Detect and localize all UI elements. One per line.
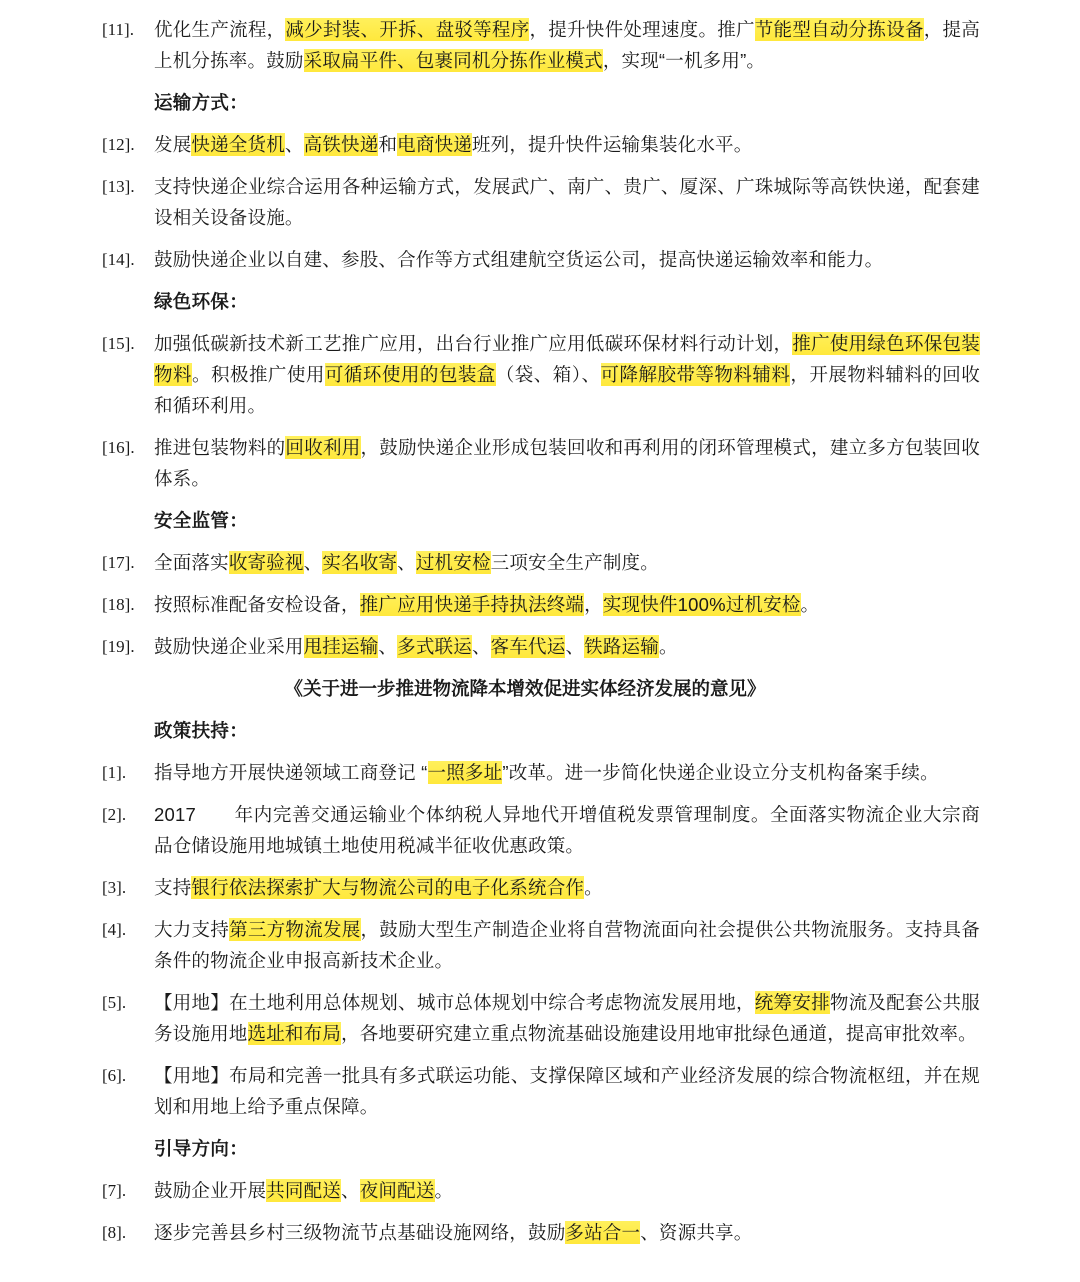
- plain-text: 全面落实: [154, 552, 229, 573]
- plain-text: ，鼓励大型生产制造企业将自营物流面向社会提供公共物流服务。支持具备条件的物流企业申报高新技术企业。: [154, 919, 980, 971]
- highlighted-text: 推广使用绿色环保包装物料: [154, 333, 980, 385]
- section-heading-row: [100, 1133, 980, 1164]
- plain-text: 支持: [154, 877, 192, 898]
- plain-text: 、: [284, 134, 304, 155]
- plain-text: 、: [471, 636, 491, 657]
- plain-text: 、: [303, 552, 323, 573]
- highlighted-text: 节能型自动分拣设备: [754, 19, 924, 40]
- list-item-marker: [7].: [102, 1181, 127, 1200]
- heading-indent: [100, 286, 154, 317]
- list-item-text: [154, 914, 980, 976]
- plain-text: ”改革。进一步简化快递企业设立分支机构备案手续。: [502, 762, 939, 783]
- highlighted-text: 回收利用: [285, 437, 361, 458]
- section-heading-row: [100, 286, 980, 317]
- highlighted-text: 可循环使用的包装盒: [324, 364, 496, 385]
- highlighted-text: 夜间配送: [359, 1180, 435, 1201]
- list-item-text: [154, 129, 980, 160]
- plain-text: 【用地】布局和完善一批具有多式联运功能、支撑保障区域和产业经济发展的综合物流枢纽，并在规划和用地上给予重点保障。: [154, 1065, 980, 1117]
- list-item-text: [154, 328, 980, 421]
- highlighted-text: 铁路运输: [584, 636, 659, 657]
- heading-indent: [100, 1133, 154, 1164]
- list-item: [100, 987, 980, 1049]
- list-item-text: [154, 757, 980, 788]
- plain-text: 。: [658, 636, 678, 657]
- section-heading: 运输方式：: [154, 92, 249, 113]
- section-heading-row: [100, 505, 980, 536]
- list-item-text: [154, 1217, 980, 1248]
- section-heading: 安全监管：: [154, 510, 249, 531]
- highlighted-text: 共同配送: [266, 1180, 342, 1201]
- heading-indent: [100, 87, 154, 118]
- plain-text: 和: [378, 134, 398, 155]
- list-item-marker: [4].: [102, 920, 127, 939]
- highlighted-text: 过机安检: [415, 552, 491, 573]
- plain-text: 加强低碳新技术新工艺推广应用，出台行业推广应用低碳环保材料行动计划，: [154, 333, 793, 354]
- highlighted-text: 电商快递: [397, 134, 472, 155]
- highlighted-text: 快递全货机: [191, 134, 285, 155]
- list-item: [100, 872, 980, 903]
- list-item-text: [154, 589, 980, 620]
- plain-text: 按照标准配备安检设备，: [154, 594, 360, 615]
- highlighted-text: 推广应用快递手持执法终端: [359, 594, 585, 615]
- list-item: [100, 129, 980, 160]
- highlighted-text: 一照多址: [427, 762, 503, 783]
- highlighted-text: 选址和布局: [247, 1023, 342, 1044]
- list-item-text: [154, 631, 980, 662]
- list-item-text: [154, 547, 980, 578]
- highlighted-text: 减少封装、开拆、盘驳等程序: [285, 19, 530, 40]
- plain-text: 。积极推广使用: [191, 364, 325, 385]
- highlighted-text: 实名收寄: [322, 552, 398, 573]
- list-item-marker: [2].: [102, 805, 127, 824]
- list-item-marker: [6].: [102, 1066, 127, 1085]
- highlighted-text: 多站合一: [565, 1222, 641, 1243]
- plain-text: 发展: [154, 134, 192, 155]
- plain-text: ，鼓励快递企业形成包装回收和再利用的闭环管理模式，建立多方包装回收体系。: [154, 437, 980, 489]
- plain-text: 【用地】在土地利用总体规划、城市总体规划中综合考虑物流发展用地，: [154, 992, 755, 1013]
- highlighted-text: 第三方物流发展: [229, 919, 361, 940]
- plain-text: 指导地方开展快递领域工商登记 “: [154, 762, 428, 783]
- section-heading: 引导方向：: [154, 1138, 249, 1159]
- highlighted-text: 统筹安排: [754, 992, 830, 1013]
- plain-text: 。: [434, 1180, 454, 1201]
- list-item-marker: [14].: [102, 250, 135, 269]
- list-item-marker: [5].: [102, 993, 127, 1012]
- plain-text: ，实现“一机多用”。: [602, 50, 766, 71]
- list-item: [100, 14, 980, 76]
- highlighted-text: 采取扁平件、包裹同机分拣作业模式: [303, 50, 603, 71]
- plain-text: 、: [341, 1180, 360, 1201]
- list-item: [100, 757, 980, 788]
- highlighted-text: 多式联运: [397, 636, 472, 657]
- plain-text: 。: [584, 877, 603, 898]
- list-item-text: [154, 799, 980, 861]
- plain-text: 推进包装物料的: [154, 437, 286, 458]
- list-item-marker: [1].: [102, 763, 127, 782]
- highlighted-text: 银行依法探索扩大与物流公司的电子化系统合作: [191, 877, 585, 898]
- list-item: [100, 171, 980, 233]
- list-item-text: [154, 1060, 980, 1122]
- plain-text: 优化生产流程，: [154, 19, 286, 40]
- plain-text: 大力支持: [154, 919, 230, 940]
- list-item: [100, 914, 980, 976]
- list-item-marker: [18].: [102, 595, 135, 614]
- plain-text: 、: [378, 636, 398, 657]
- section-heading-row: [100, 715, 980, 746]
- highlighted-text: 可降解胶带等物料辅料: [600, 364, 791, 385]
- list-item: [100, 547, 980, 578]
- plain-text: 三项安全生产制度。: [490, 552, 659, 573]
- list-item-marker: [15].: [102, 334, 135, 353]
- plain-text: 鼓励企业开展: [154, 1180, 267, 1201]
- section-heading: 绿色环保：: [154, 291, 249, 312]
- list-item-text: [154, 244, 980, 275]
- list-item-marker: [17].: [102, 553, 135, 572]
- highlighted-text: 甩挂运输: [303, 636, 379, 657]
- plain-text: 物流及配套公共服务设施用地: [154, 992, 980, 1044]
- plain-text: 鼓励快递企业以自建、参股、合作等方式组建航空货运公司，提高快递运输效率和能力。: [154, 249, 884, 270]
- plain-text: 支持快递企业综合运用各种运输方式，发展武广、南广、贵广、厦深、广珠城际等高铁快递，配套建设相关设备设施。: [154, 176, 980, 228]
- list-item-text: [154, 872, 980, 903]
- list-item-marker: [3].: [102, 878, 127, 897]
- plain-text: （袋、箱）、: [495, 364, 601, 385]
- list-item-text: [154, 1175, 980, 1206]
- highlighted-text: 收寄验视: [228, 552, 304, 573]
- plain-text: ，提升快件处理速度。推广: [529, 19, 755, 40]
- list-item-marker: [19].: [102, 637, 135, 656]
- plain-text: 2017 年内完善交通运输业个体纳税人异地代开增值税发票管理制度。全面落实物流企业大宗商品仓储设施用地城镇土地使用税减半征收优惠政策。: [154, 804, 980, 856]
- list-item-text: [154, 171, 980, 233]
- plain-text: ，开展物料辅料的回收和循环利用。: [154, 364, 980, 416]
- plain-text: 鼓励快递企业采用: [154, 636, 304, 657]
- list-item: [100, 328, 980, 421]
- list-item: [100, 631, 980, 662]
- plain-text: ，提高上机分拣率。鼓励: [154, 19, 980, 71]
- section-heading: 政策扶持：: [154, 720, 249, 741]
- list-item: [100, 1175, 980, 1206]
- heading-indent: [100, 715, 154, 746]
- list-item: [100, 799, 980, 861]
- list-item: [100, 432, 980, 494]
- plain-text: ，: [584, 594, 603, 615]
- heading-indent: [100, 505, 154, 536]
- list-item-text: [154, 432, 980, 494]
- section-heading-row: [100, 87, 980, 118]
- plain-text: 、: [565, 636, 585, 657]
- highlighted-text: 客车代运: [490, 636, 566, 657]
- list-item-text: [154, 987, 980, 1049]
- list-item-marker: [11].: [102, 20, 134, 39]
- list-item-marker: [13].: [102, 177, 135, 196]
- document-section-title: 《关于进一步推进物流降本增效促进实体经济发展的意见》: [284, 678, 766, 699]
- list-item-marker: [12].: [102, 135, 135, 154]
- list-item-marker: [8].: [102, 1223, 127, 1242]
- plain-text: 、资源共享。: [640, 1222, 753, 1243]
- plain-text: 。: [800, 594, 820, 615]
- highlighted-text: 实现快件100%过机安检: [602, 594, 801, 615]
- highlighted-text: 高铁快递: [303, 134, 379, 155]
- list-item: [100, 244, 980, 275]
- list-item-marker: [16].: [102, 438, 135, 457]
- list-item: [100, 1217, 980, 1248]
- plain-text: ，各地要研究建立重点物流基础设施建设用地审批绿色通道，提高审批效率。: [341, 1023, 977, 1044]
- plain-text: 班列，提升快件运输集装化水平。: [471, 134, 753, 155]
- plain-text: 逐步完善县乡村三级物流节点基础设施网络，鼓励: [154, 1222, 566, 1243]
- list-item: [100, 589, 980, 620]
- list-item: [100, 1060, 980, 1122]
- plain-text: 、: [397, 552, 416, 573]
- list-item-text: [154, 14, 980, 76]
